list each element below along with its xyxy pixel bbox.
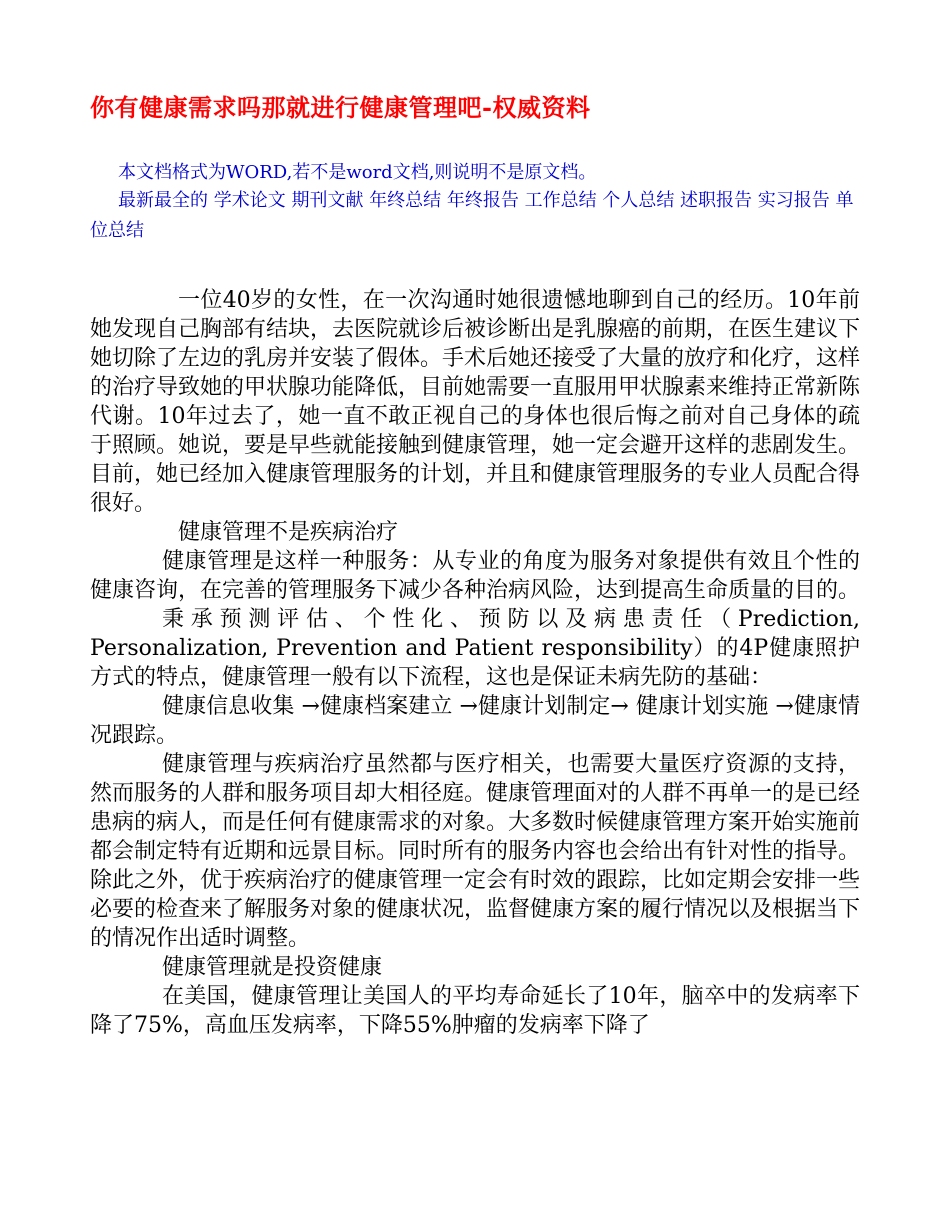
section-heading-not-treatment: 健康管理不是疾病治疗 <box>178 520 399 545</box>
format-notice: 本文档格式为WORD,若不是word文档,则说明不是原文档。 <box>118 162 597 183</box>
paragraph-us-statistics: 在美国，健康管理让美国人的平均寿命延长了10年，脑卒中的发病率下降了75%，高血压发病率，下降55%肿瘤的发病率下降了 <box>90 984 860 1038</box>
document-title: 你有健康需求吗那就进行健康管理吧-权威资料 <box>90 93 591 122</box>
paragraph-process-flow: 健康信息收集 →健康档案建立 →健康计划制定→ 健康计划实施 →健康情况跟踪。 <box>90 694 860 748</box>
paragraph-comparison: 健康管理与疾病治疗虽然都与医疗相关，也需要大量医疗资源的支持，然而服务的人群和服务项目却大相径庭。健康管理面对的人群不再单一的是已经患病的病人，而是任何有健康需求的对象。大多数时候健康管理方案开始实施前都会制定特有近期和远景目标。同时所有的服务内容也会给出有针对性的指导。除此之外，优于疾病治疗的健康管理一定会有时效的跟踪，比如定期会安排一些必要的检查来了解服务对象的健康状况，监督健康方案的履行情况以及根据当下的情况作出适时调整。 <box>90 752 861 951</box>
document-body <box>90 286 860 1040</box>
section-heading-investment: 健康管理就是投资健康 <box>162 955 383 980</box>
category-notice: 最新最全的 学术论文 期刊文献 年终总结 年终报告 工作总结 个人总结 述职报告 实习报告 单位总结 <box>90 190 854 241</box>
paragraph-definition: 健康管理是这样一种服务：从专业的角度为服务对象提供有效且个性的健康咨询，在完善的管理服务下减少各种治病风险，达到提高生命质量的目的。 <box>90 549 861 603</box>
paragraph-4p-approach: 秉承预测评估、个性化、预防以及病患责任（Prediction, Personalization, Prevention and Patient responsibility）的4P健康照护方式的特点，健康管理一般有以下流程，这也是保证未病先防的基础： <box>90 607 860 690</box>
paragraph-intro-story: 一位40岁的女性，在一次沟通时她很遗憾地聊到自己的经历。10年前她发现自己胸部有结块，去医院就诊后被诊断出是乳腺癌的前期，在医生建议下她切除了左边的乳房并安装了假体。手术后她还接受了大量的放疗和化疗，这样的治疗导致她的甲状腺功能降低，目前她需要一直服用甲状腺素来维持正常新陈代谢。10年过去了，她一直不敢正视自己的身体也很后悔之前对自己身体的疏于照顾。她说，要是早些就能接触到健康管理，她一定会避开这样的悲剧发生。目前，她已经加入健康管理服务的计划，并且和健康管理服务的专业人员配合得很好。 <box>90 288 861 516</box>
